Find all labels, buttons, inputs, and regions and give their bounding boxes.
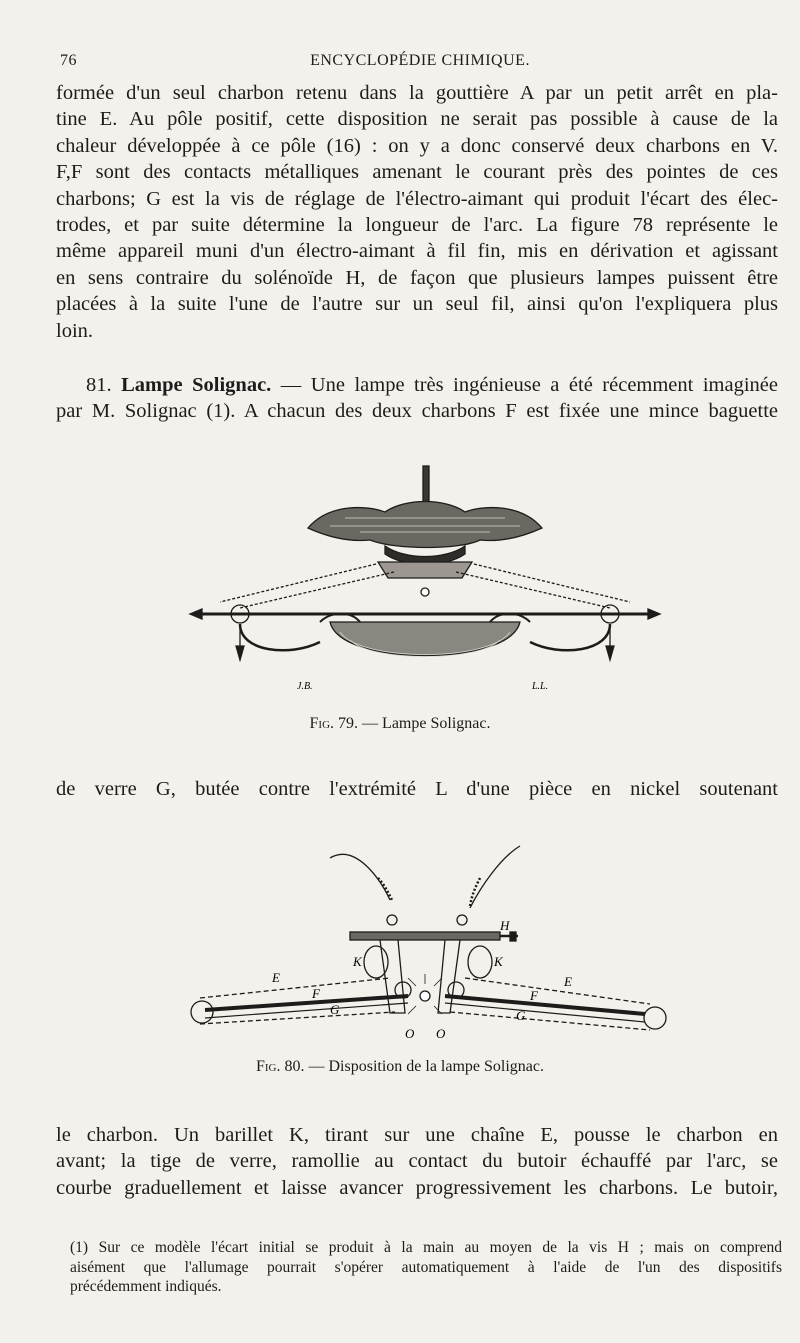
text-line: de verre G, butée contre l'extrémité L d'une pièce en nickel soutenant xyxy=(56,778,778,800)
label-O-left: O xyxy=(405,1026,415,1041)
figure-80-diagram xyxy=(180,838,680,1048)
paragraph-1 xyxy=(56,80,778,344)
text-line: trodes, et par suite détermine la longueur de l'arc. La figure 78 représente le xyxy=(56,213,778,236)
section-number: 81. xyxy=(86,374,112,396)
figure-79-lamp-engraving xyxy=(180,462,670,698)
text-line: placées à la suite l'une de l'autre sur un seul fil, ainsi qu'on l'expliquera plus xyxy=(56,293,778,316)
text-line: charbons; G est la vis de réglage de l'électro-aimant qui produit l'écart des élec- xyxy=(56,187,778,210)
paragraph-4 xyxy=(56,1122,778,1201)
section-text: — Une lampe très ingénieuse a été récemment imaginée xyxy=(271,374,778,396)
page-number: 76 xyxy=(60,52,77,69)
label-F-right: F xyxy=(530,988,538,1003)
footnote xyxy=(70,1238,782,1297)
label-H: H xyxy=(500,918,510,933)
footnote-line: aisément que l'allumage pourrait s'opérer automatiquement à l'aide de l'un des dispositifs xyxy=(70,1258,782,1276)
text-line: F,F sont des contacts métalliques amenant le courant près des pointes de ces xyxy=(56,161,778,184)
footnote-line: précédemment indiqués. xyxy=(70,1278,222,1295)
text-line: en sens contraire du solénoïde H, de façon que plusieurs lampes puissent être xyxy=(56,266,778,289)
text-line: formée d'un seul charbon retenu dans la gouttière A par un petit arrêt en pla- xyxy=(56,82,778,104)
label-G-right: G xyxy=(516,1008,526,1023)
figure-title: — Disposition de la lampe Solignac. xyxy=(304,1058,545,1075)
section-81-paragraph xyxy=(56,372,778,425)
engraver-mark-left: J.B. xyxy=(297,681,313,692)
text-line: le charbon. Un barillet K, tirant sur une chaîne E, pousse le charbon en xyxy=(56,1124,778,1146)
text-line: chaleur développée à ce pôle (16) : on y a donc conservé deux charbons en V. xyxy=(56,134,778,157)
section-title: Lampe Solignac. xyxy=(121,374,272,396)
figure-80-caption xyxy=(0,1058,800,1076)
text-line: tine E. Au pôle positif, cette disposition ne serait pas possible à cause de la xyxy=(56,108,778,131)
figure-79-caption xyxy=(0,715,800,733)
text-line: loin. xyxy=(56,319,94,342)
label-K-left: K xyxy=(353,954,362,969)
running-title: ENCYCLOPÉDIE CHIMIQUE. xyxy=(310,52,530,69)
page-header xyxy=(60,48,780,74)
label-G-left: G xyxy=(330,1002,340,1017)
label-E-left: E xyxy=(272,970,280,985)
footnote-line: (1) Sur ce modèle l'écart initial se produit à la main au moyen de la vis H ; mais on comprend xyxy=(70,1239,782,1256)
label-E-right: E xyxy=(564,974,572,989)
paragraph-3 xyxy=(56,776,778,802)
figure-number: Fig. 80. xyxy=(255,1058,305,1075)
section-81-first-line xyxy=(56,372,778,398)
text-line: avant; la tige de verre, ramollie au contact du butoir échauffé par l'arc, se xyxy=(56,1150,778,1173)
text-line: même appareil muni d'un électro-aimant à fil fin, mis en dérivation et agissant xyxy=(56,240,778,263)
text-line: par M. Solignac (1). A chacun des deux charbons F est fixée une mince baguette xyxy=(56,400,778,423)
figure-number: Fig. 79. xyxy=(309,715,359,732)
engraver-mark-right: L.L. xyxy=(532,681,549,692)
figure-title: — Lampe Solignac. xyxy=(358,715,491,732)
label-K-right: K xyxy=(494,954,503,969)
label-F-left: F xyxy=(312,986,320,1001)
text-line: courbe graduellement et laisse avancer progressivement les charbons. Le butoir, xyxy=(56,1176,778,1199)
label-O-right: O xyxy=(436,1026,446,1041)
